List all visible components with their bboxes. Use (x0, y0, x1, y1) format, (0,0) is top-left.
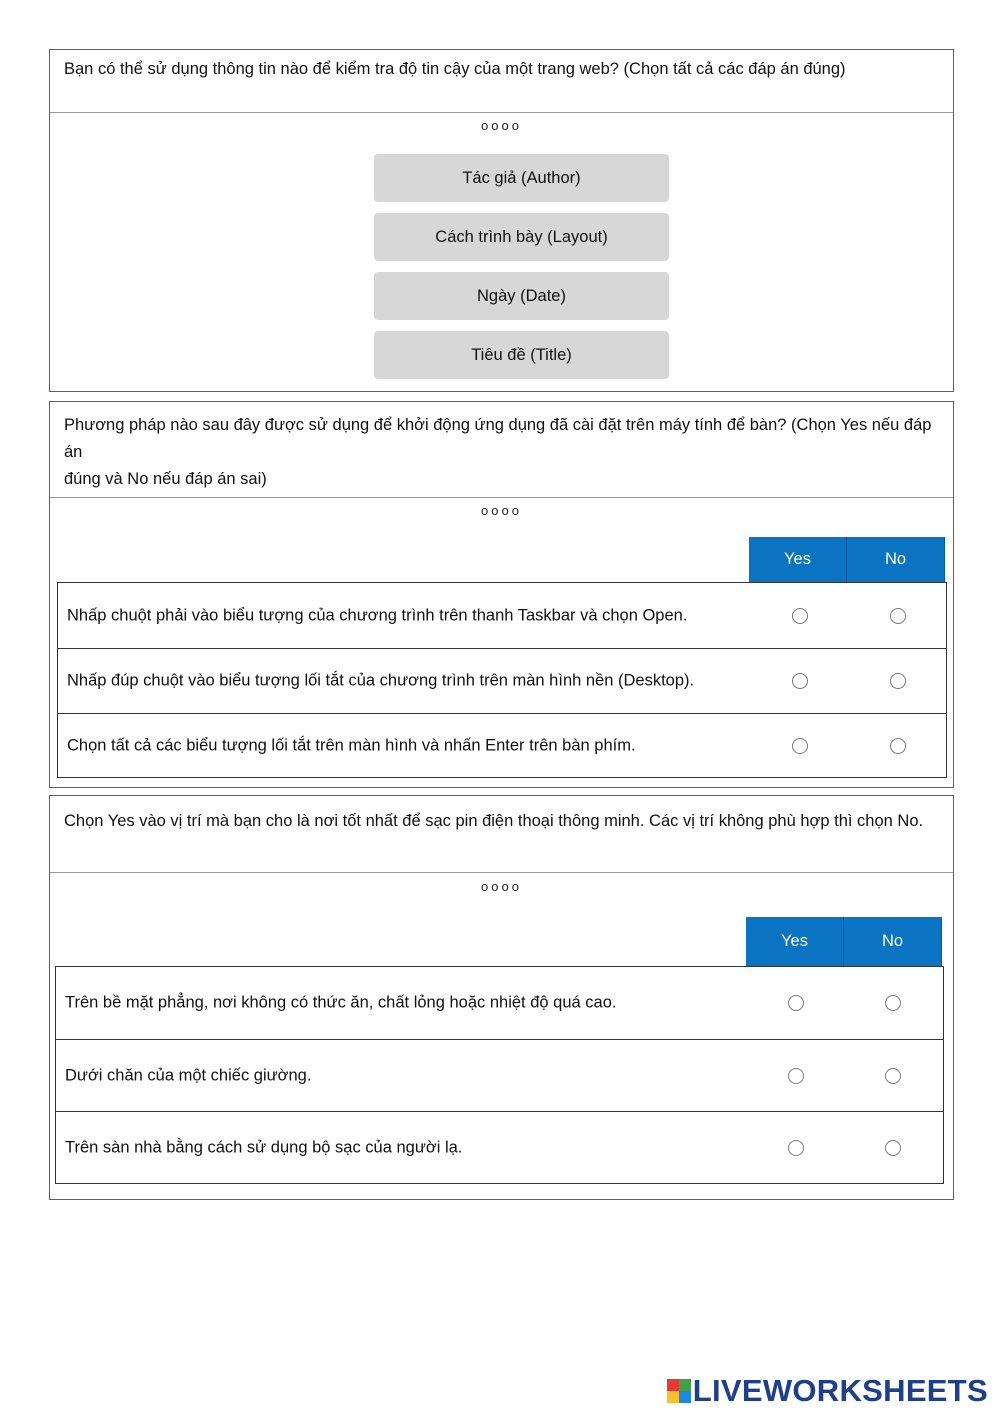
question-card-1 (49, 49, 954, 392)
row-statement: Trên sàn nhà bằng cách sử dụng bộ sạc của người lạ. (65, 1138, 463, 1157)
table-row (58, 648, 946, 713)
question-header (50, 402, 953, 498)
option-date-button[interactable]: Ngày (Date) (374, 272, 669, 320)
no-radio[interactable] (885, 995, 901, 1011)
table-row (56, 1111, 943, 1184)
question-text: Chọn Yes vào vị trí mà bạn cho là nơi tốt nhất để sạc pin điện thoại thông minh. Các vị trí không phù hợp thì chọn No. (64, 812, 924, 830)
progress-dots: oooo (481, 503, 522, 518)
answer-column-headers (746, 917, 942, 966)
question-card-2 (49, 401, 954, 788)
row-statement: Nhấp đúp chuột vào biểu tượng lối tắt của chương trình trên màn hình nền (Desktop). (67, 671, 695, 690)
no-radio[interactable] (890, 738, 906, 754)
option-author-button[interactable]: Tác giả (Author) (374, 154, 669, 202)
yes-radio[interactable] (792, 738, 808, 754)
no-radio[interactable] (885, 1140, 901, 1156)
progress-dots: oooo (481, 118, 522, 133)
logo-square (667, 1379, 679, 1391)
liveworksheets-brand (667, 1373, 988, 1409)
answer-grid (55, 966, 944, 1184)
answer-grid (57, 582, 947, 778)
answer-column-headers (749, 537, 945, 582)
yes-radio[interactable] (792, 673, 808, 689)
row-statement: Dưới chăn của một chiếc giường. (65, 1066, 312, 1084)
option-layout-button[interactable]: Cách trình bày (Layout) (374, 213, 669, 261)
question-header (50, 796, 953, 873)
progress-dots: oooo (481, 879, 522, 894)
table-row (56, 1039, 943, 1111)
question-text-line-1: Phương pháp nào sau đây được sử dụng để khởi động ứng dụng đã cài đặt trên máy tính để bàn? (Chọn Yes nếu đáp án (64, 416, 932, 461)
liveworksheets-logo-icon (667, 1379, 691, 1403)
no-radio[interactable] (890, 608, 906, 624)
row-statement: Trên bề mặt phẳng, nơi không có thức ăn, chất lỏng hoặc nhiệt độ quá cao. (65, 993, 617, 1012)
no-radio[interactable] (885, 1068, 901, 1084)
yes-column-header: Yes (749, 537, 847, 582)
table-row (58, 583, 946, 648)
logo-square (667, 1391, 679, 1403)
question-text-line-2: đúng và No nếu đáp án sai) (64, 470, 267, 488)
logo-square (679, 1391, 691, 1403)
row-statement: Nhấp chuột phải vào biểu tượng của chương trình trên thanh Taskbar và chọn Open. (67, 606, 688, 624)
yes-radio[interactable] (788, 995, 804, 1011)
yes-radio[interactable] (788, 1140, 804, 1156)
table-row (56, 967, 943, 1039)
no-radio[interactable] (890, 673, 906, 689)
yes-column-header: Yes (746, 917, 844, 966)
no-column-header: No (844, 917, 942, 966)
logo-square (679, 1379, 691, 1391)
table-row (58, 713, 946, 778)
question-header (50, 50, 953, 113)
yes-radio[interactable] (788, 1068, 804, 1084)
question-card-3 (49, 795, 954, 1200)
brand-name: LIVEWORKSHEETS (692, 1373, 988, 1408)
option-title-button[interactable]: Tiêu đề (Title) (374, 331, 669, 379)
no-column-header: No (847, 537, 945, 582)
row-statement: Chọn tất cả các biểu tượng lối tắt trên màn hình và nhấn Enter trên bàn phím. (67, 736, 636, 755)
question-text: Bạn có thể sử dụng thông tin nào để kiểm tra độ tin cậy của một trang web? (Chọn tất cả các đáp án đúng) (64, 60, 846, 78)
yes-radio[interactable] (792, 608, 808, 624)
